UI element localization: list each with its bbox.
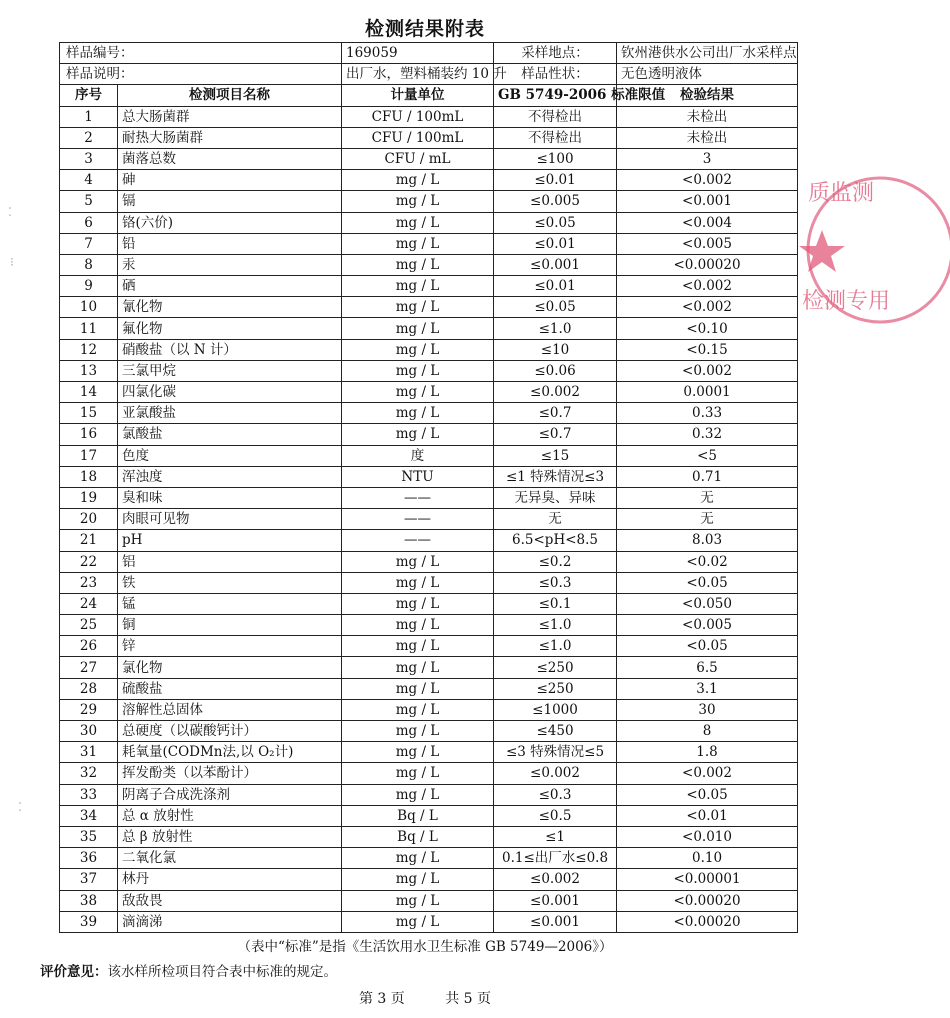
row-result: 8.03 [617, 530, 798, 551]
row-unit: mg / L [342, 403, 494, 424]
row-item-name: 色度 [118, 445, 342, 466]
row-item-name: 肉眼可见物 [118, 509, 342, 530]
sample-no-label: 样品编号： [60, 43, 342, 64]
table-row [60, 233, 798, 254]
row-unit: CFU / 100mL [342, 106, 494, 127]
row-unit: mg / L [342, 212, 494, 233]
table-row [60, 848, 798, 869]
row-result: <0.10 [617, 318, 798, 339]
row-result: 无 [617, 487, 798, 508]
row-index: 7 [60, 233, 118, 254]
header-result: 检验结果 [617, 85, 798, 106]
row-limit: ≤0.2 [494, 551, 617, 572]
row-result: <0.00001 [617, 869, 798, 890]
row-limit: ≤1000 [494, 699, 617, 720]
table-row [60, 805, 798, 826]
row-index: 22 [60, 551, 118, 572]
row-unit: mg / L [342, 360, 494, 381]
table-row [60, 890, 798, 911]
row-unit: mg / L [342, 890, 494, 911]
row-item-name: 氯酸盐 [118, 424, 342, 445]
row-result: 0.71 [617, 466, 798, 487]
row-index: 29 [60, 699, 118, 720]
row-limit: ≤0.01 [494, 170, 617, 191]
row-result: <0.02 [617, 551, 798, 572]
meta-row-1 [60, 43, 798, 64]
row-item-name: 溶解性总固体 [118, 699, 342, 720]
nature-label: 样品性状： [494, 64, 617, 85]
table-row [60, 191, 798, 212]
scan-speck: ⁚ [8, 205, 12, 219]
row-index: 17 [60, 445, 118, 466]
row-unit: mg / L [342, 339, 494, 360]
row-index: 18 [60, 466, 118, 487]
row-result: 30 [617, 699, 798, 720]
row-result: <0.002 [617, 297, 798, 318]
row-index: 4 [60, 170, 118, 191]
row-index: 26 [60, 636, 118, 657]
meta-row-2 [60, 64, 798, 85]
table-row [60, 148, 798, 169]
row-unit: mg / L [342, 276, 494, 297]
row-limit: ≤0.5 [494, 805, 617, 826]
row-result: <0.002 [617, 763, 798, 784]
row-result: <0.004 [617, 212, 798, 233]
row-result: <0.00020 [617, 890, 798, 911]
row-result: <0.01 [617, 805, 798, 826]
row-item-name: 铬(六价) [118, 212, 342, 233]
table-row [60, 339, 798, 360]
table-row [60, 572, 798, 593]
row-limit: ≤0.1 [494, 593, 617, 614]
row-limit: ≤0.01 [494, 276, 617, 297]
row-unit: mg / L [342, 593, 494, 614]
seal-text-top: 质监测 [808, 181, 875, 206]
row-limit: ≤10 [494, 339, 617, 360]
row-limit: ≤1 特殊情况≤3 [494, 466, 617, 487]
row-unit: mg / L [342, 572, 494, 593]
row-limit: ≤100 [494, 148, 617, 169]
row-result: 3.1 [617, 678, 798, 699]
table-row [60, 869, 798, 890]
row-limit: 无异臭、异味 [494, 487, 617, 508]
page-current: 第 3 页 [358, 991, 405, 1007]
row-index: 25 [60, 615, 118, 636]
seal-star-icon [799, 230, 845, 272]
table-row [60, 127, 798, 148]
row-limit: 6.5<pH<8.5 [494, 530, 617, 551]
seal-text-bottom: 检测专用 [802, 289, 891, 314]
header-index: 序号 [60, 85, 118, 106]
row-item-name: 砷 [118, 170, 342, 191]
header-unit: 计量单位 [342, 85, 494, 106]
scan-speck: ⁚ [18, 800, 22, 814]
row-limit: ≤0.001 [494, 911, 617, 932]
row-item-name: 铅 [118, 233, 342, 254]
row-index: 15 [60, 403, 118, 424]
row-item-name: pH [118, 530, 342, 551]
row-result: <0.05 [617, 572, 798, 593]
row-index: 37 [60, 869, 118, 890]
row-result: 无 [617, 509, 798, 530]
table-row [60, 530, 798, 551]
scan-speck: ⁝ [10, 255, 14, 269]
table-row [60, 360, 798, 381]
row-unit: Bq / L [342, 826, 494, 847]
row-unit: mg / L [342, 297, 494, 318]
row-limit: ≤15 [494, 445, 617, 466]
row-limit: ≤3 特殊情况≤5 [494, 742, 617, 763]
table-row [60, 509, 798, 530]
results-table [59, 42, 798, 933]
row-result: <0.05 [617, 636, 798, 657]
table-row [60, 276, 798, 297]
table-row [60, 445, 798, 466]
row-result: <0.002 [617, 360, 798, 381]
row-result: <0.050 [617, 593, 798, 614]
row-limit: 无 [494, 509, 617, 530]
row-item-name: 滴滴涕 [118, 911, 342, 932]
row-item-name: 总硬度（以碳酸钙计） [118, 721, 342, 742]
row-item-name: 总 α 放射性 [118, 805, 342, 826]
row-index: 39 [60, 911, 118, 932]
row-limit: ≤1 [494, 826, 617, 847]
row-unit: mg / L [342, 636, 494, 657]
row-unit: Bq / L [342, 805, 494, 826]
row-index: 34 [60, 805, 118, 826]
row-limit: ≤0.001 [494, 254, 617, 275]
table-row [60, 318, 798, 339]
evaluation-opinion [40, 960, 337, 980]
row-item-name: 锌 [118, 636, 342, 657]
row-index: 3 [60, 148, 118, 169]
table-row [60, 911, 798, 932]
table-row [60, 784, 798, 805]
table-row [60, 106, 798, 127]
row-limit: ≤0.01 [494, 233, 617, 254]
row-limit: ≤0.002 [494, 869, 617, 890]
nature-value: 无色透明液体 [617, 64, 798, 85]
row-index: 35 [60, 826, 118, 847]
row-unit: mg / L [342, 742, 494, 763]
row-result: <0.15 [617, 339, 798, 360]
row-unit: mg / L [342, 869, 494, 890]
row-unit: mg / L [342, 382, 494, 403]
row-unit: CFU / 100mL [342, 127, 494, 148]
row-result: 未检出 [617, 106, 798, 127]
table-row [60, 403, 798, 424]
table-row [60, 742, 798, 763]
row-result: <0.002 [617, 276, 798, 297]
row-result: <0.00020 [617, 254, 798, 275]
table-row [60, 657, 798, 678]
table-row [60, 826, 798, 847]
row-index: 28 [60, 678, 118, 699]
row-index: 10 [60, 297, 118, 318]
header-item: 检测项目名称 [118, 85, 342, 106]
row-result: 3 [617, 148, 798, 169]
row-index: 38 [60, 890, 118, 911]
row-unit: NTU [342, 466, 494, 487]
row-limit: ≤0.002 [494, 382, 617, 403]
row-index: 14 [60, 382, 118, 403]
row-item-name: 敌敌畏 [118, 890, 342, 911]
row-limit: ≤0.05 [494, 297, 617, 318]
row-limit: ≤1.0 [494, 318, 617, 339]
row-index: 6 [60, 212, 118, 233]
table-row [60, 615, 798, 636]
row-limit: ≤250 [494, 678, 617, 699]
row-limit: ≤0.06 [494, 360, 617, 381]
row-result: 0.10 [617, 848, 798, 869]
row-index: 9 [60, 276, 118, 297]
row-limit: ≤450 [494, 721, 617, 742]
row-item-name: 氰化物 [118, 297, 342, 318]
sample-no-value: 169059 [342, 43, 494, 64]
row-limit: ≤0.001 [494, 890, 617, 911]
row-limit: ≤0.7 [494, 403, 617, 424]
row-item-name: 臭和味 [118, 487, 342, 508]
row-result: <5 [617, 445, 798, 466]
header-limit: GB 5749-2006 标准限值 [494, 85, 617, 106]
row-index: 30 [60, 721, 118, 742]
row-limit: ≤0.005 [494, 191, 617, 212]
row-index: 24 [60, 593, 118, 614]
row-unit: mg / L [342, 551, 494, 572]
header-row [60, 85, 798, 106]
standard-note: （表中“标准”是指《生活饮用水卫生标准 GB 5749—2006》） [237, 939, 613, 955]
page-total: 共 5 页 [445, 991, 492, 1007]
opinion-label: 评价意见： [40, 964, 108, 980]
row-limit: ≤0.05 [494, 212, 617, 233]
row-item-name: 硫酸盐 [118, 678, 342, 699]
row-limit: ≤0.3 [494, 784, 617, 805]
row-item-name: 总大肠菌群 [118, 106, 342, 127]
row-item-name: 亚氯酸盐 [118, 403, 342, 424]
table-row [60, 593, 798, 614]
page-title: 检测结果附表 [364, 18, 485, 40]
row-item-name: 耐热大肠菌群 [118, 127, 342, 148]
site-value: 钦州港供水公司出厂水采样点 [617, 43, 798, 64]
row-index: 23 [60, 572, 118, 593]
row-limit: ≤1.0 [494, 615, 617, 636]
row-item-name: 铜 [118, 615, 342, 636]
row-result: <0.005 [617, 615, 798, 636]
row-index: 19 [60, 487, 118, 508]
row-index: 5 [60, 191, 118, 212]
row-item-name: 锰 [118, 593, 342, 614]
row-limit: ≤0.002 [494, 763, 617, 784]
row-item-name: 四氯化碳 [118, 382, 342, 403]
row-item-name: 耗氧量(CODMn法,以 O₂计) [118, 742, 342, 763]
row-index: 32 [60, 763, 118, 784]
row-limit: ≤250 [494, 657, 617, 678]
table-row [60, 170, 798, 191]
row-limit: ≤0.3 [494, 572, 617, 593]
row-item-name: 三氯甲烷 [118, 360, 342, 381]
table-row [60, 636, 798, 657]
row-item-name: 汞 [118, 254, 342, 275]
row-result: <0.002 [617, 170, 798, 191]
row-item-name: 浑浊度 [118, 466, 342, 487]
row-unit: mg / L [342, 699, 494, 720]
row-index: 8 [60, 254, 118, 275]
row-limit: 不得检出 [494, 106, 617, 127]
row-index: 13 [60, 360, 118, 381]
table-row [60, 678, 798, 699]
row-unit: mg / L [342, 318, 494, 339]
row-item-name: 硒 [118, 276, 342, 297]
row-unit: —— [342, 509, 494, 530]
table-row [60, 297, 798, 318]
row-result: 6.5 [617, 657, 798, 678]
row-result: 0.32 [617, 424, 798, 445]
row-result: 未检出 [617, 127, 798, 148]
row-result: 8 [617, 721, 798, 742]
row-result: <0.010 [617, 826, 798, 847]
row-unit: mg / L [342, 848, 494, 869]
row-item-name: 阴离子合成洗涤剂 [118, 784, 342, 805]
row-unit: mg / L [342, 911, 494, 932]
row-item-name: 二氧化氯 [118, 848, 342, 869]
row-item-name: 林丹 [118, 869, 342, 890]
row-unit: mg / L [342, 763, 494, 784]
desc-label: 样品说明： [60, 64, 342, 85]
row-index: 36 [60, 848, 118, 869]
row-index: 20 [60, 509, 118, 530]
row-item-name: 氟化物 [118, 318, 342, 339]
table-row [60, 487, 798, 508]
table-row [60, 424, 798, 445]
row-result: 0.0001 [617, 382, 798, 403]
table-row [60, 254, 798, 275]
row-item-name: 氯化物 [118, 657, 342, 678]
row-item-name: 铁 [118, 572, 342, 593]
row-item-name: 菌落总数 [118, 148, 342, 169]
row-result: 1.8 [617, 742, 798, 763]
row-unit: —— [342, 530, 494, 551]
row-unit: CFU / mL [342, 148, 494, 169]
row-item-name: 硝酸盐（以 N 计） [118, 339, 342, 360]
row-unit: mg / L [342, 678, 494, 699]
row-index: 31 [60, 742, 118, 763]
row-unit: 度 [342, 445, 494, 466]
row-index: 27 [60, 657, 118, 678]
row-unit: mg / L [342, 191, 494, 212]
row-result: <0.001 [617, 191, 798, 212]
row-unit: mg / L [342, 615, 494, 636]
opinion-text: 该水样所检项目符合表中标准的规定。 [107, 964, 337, 980]
row-unit: mg / L [342, 721, 494, 742]
row-index: 16 [60, 424, 118, 445]
site-label: 采样地点： [494, 43, 617, 64]
row-index: 2 [60, 127, 118, 148]
table-row [60, 212, 798, 233]
row-limit: ≤0.7 [494, 424, 617, 445]
page-footer [0, 988, 850, 1008]
row-item-name: 铝 [118, 551, 342, 572]
row-result: <0.05 [617, 784, 798, 805]
row-result: 0.33 [617, 403, 798, 424]
desc-value: 出厂水，塑料桶装约 10 升 [342, 64, 494, 85]
row-index: 21 [60, 530, 118, 551]
row-item-name: 挥发酚类（以苯酚计） [118, 763, 342, 784]
row-limit: 不得检出 [494, 127, 617, 148]
row-index: 1 [60, 106, 118, 127]
row-index: 11 [60, 318, 118, 339]
table-row [60, 763, 798, 784]
row-unit: mg / L [342, 233, 494, 254]
row-result: <0.00020 [617, 911, 798, 932]
row-unit: mg / L [342, 170, 494, 191]
row-index: 33 [60, 784, 118, 805]
row-unit: —— [342, 487, 494, 508]
table-row [60, 699, 798, 720]
official-seal [800, 160, 950, 340]
table-row [60, 382, 798, 403]
table-row [60, 721, 798, 742]
table-row [60, 551, 798, 572]
table-row [60, 466, 798, 487]
row-unit: mg / L [342, 424, 494, 445]
row-unit: mg / L [342, 254, 494, 275]
row-item-name: 总 β 放射性 [118, 826, 342, 847]
row-unit: mg / L [342, 784, 494, 805]
row-result: <0.005 [617, 233, 798, 254]
row-item-name: 镉 [118, 191, 342, 212]
row-unit: mg / L [342, 657, 494, 678]
row-limit: ≤1.0 [494, 636, 617, 657]
row-index: 12 [60, 339, 118, 360]
row-limit: 0.1≤出厂水≤0.8 [494, 848, 617, 869]
